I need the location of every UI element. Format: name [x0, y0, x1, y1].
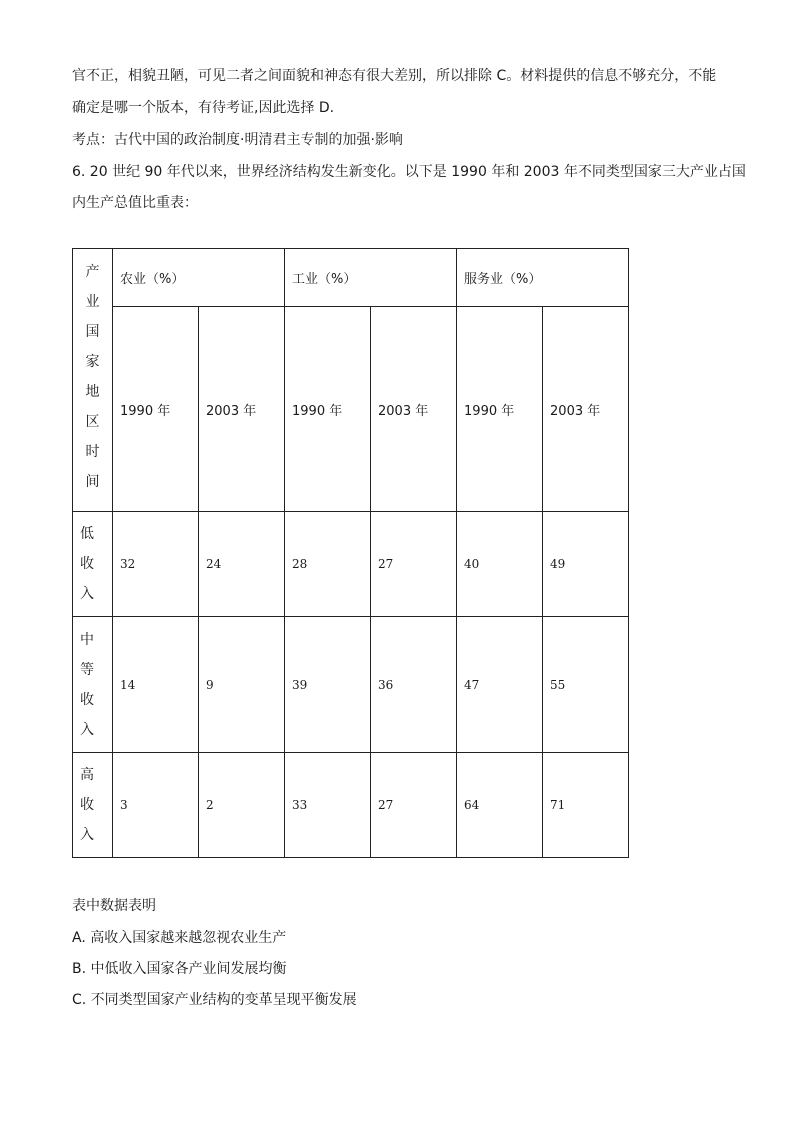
text-line-1: 官不正，相貌丑陋，可见二者之间面貌和神态有很大差别，所以排除 C。材料提供的信息不够充分，不能: [72, 68, 717, 84]
value-cell: 28: [285, 512, 371, 617]
value-cell: 71: [543, 753, 629, 858]
value-cell: 2: [199, 753, 285, 858]
value-cell: 40: [457, 512, 543, 617]
value-cell: 33: [285, 753, 371, 858]
value-cell: 36: [371, 617, 457, 753]
knowledge-point: 考点：古代中国的政治制度·明清君主专制的加强·影响: [72, 132, 403, 148]
option-c: C. 不同类型国家产业结构的变革呈现平衡发展: [72, 992, 357, 1008]
industry-gdp-share-table: [72, 248, 629, 858]
value-cell: 47: [457, 617, 543, 753]
value-cell: 24: [199, 512, 285, 617]
table-corner-cell: [73, 249, 113, 512]
year-cell: 2003 年: [543, 307, 629, 512]
option-b: B. 中低收入国家各产业间发展均衡: [72, 961, 287, 977]
table-header-row: [73, 249, 629, 307]
year-cell: 2003 年: [199, 307, 285, 512]
table-row: [73, 512, 629, 617]
row-label-low-income: 低收入: [73, 512, 113, 617]
table-year-row: [73, 307, 629, 512]
value-cell: 64: [457, 753, 543, 858]
header-industry: 工业（%）: [285, 249, 457, 307]
header-agriculture: 农业（%）: [113, 249, 285, 307]
value-cell: 9: [199, 617, 285, 753]
question-6-stem-line-1: 6. 20 世纪 90 年代以来，世界经济结构发生新变化。以下是 1990 年和 2003 年不同类型国家三大产业占国: [72, 164, 746, 180]
value-cell: 55: [543, 617, 629, 753]
value-cell: 3: [113, 753, 199, 858]
value-cell: 27: [371, 512, 457, 617]
header-services: 服务业（%）: [457, 249, 629, 307]
table-row: [73, 753, 629, 858]
question-prompt: 表中数据表明: [72, 898, 156, 914]
year-cell: 1990 年: [113, 307, 199, 512]
option-a: A. 高收入国家越来越忽视农业生产: [72, 930, 287, 946]
row-label-middle-income: 中等收入: [73, 617, 113, 753]
year-cell: 1990 年: [285, 307, 371, 512]
row-label-high-income: 高收入: [73, 753, 113, 858]
value-cell: 14: [113, 617, 199, 753]
question-6-stem-line-2: 内生产总值比重表：: [72, 195, 198, 211]
year-cell: 2003 年: [371, 307, 457, 512]
value-cell: 32: [113, 512, 199, 617]
value-cell: 49: [543, 512, 629, 617]
year-cell: 1990 年: [457, 307, 543, 512]
value-cell: 39: [285, 617, 371, 753]
text-line-2: 确定是哪一个版本，有待考证,因此选择 D.: [72, 100, 335, 116]
table-row: [73, 617, 629, 753]
value-cell: 27: [371, 753, 457, 858]
corner-label: 产业国家地区时间: [85, 264, 100, 490]
